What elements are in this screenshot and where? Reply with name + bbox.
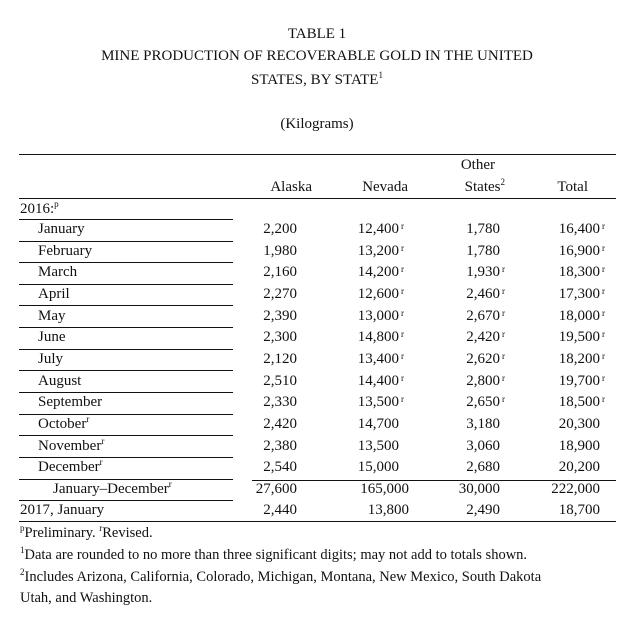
row-label: [38, 329, 66, 346]
revised-mark: r: [602, 285, 605, 296]
row-rule: [19, 327, 233, 328]
revised-mark: r: [602, 350, 605, 361]
units-label: (Kilograms): [280, 116, 354, 132]
revised-mark: r: [401, 350, 404, 361]
row-rule: [19, 457, 233, 458]
revised-mark: r: [502, 285, 505, 296]
revised-mark: r: [502, 307, 505, 318]
row-label-text: September: [38, 394, 103, 411]
cell-total-value: 19,500: [558, 329, 600, 346]
cell-alaska-value: 2,270: [263, 285, 297, 302]
cell-nevada-value: 15,000: [357, 459, 399, 476]
cell-nevada: 165,000: [360, 481, 409, 497]
revised-mark: r: [168, 479, 172, 489]
cell-alaska: 2,440: [263, 502, 297, 518]
revised-mark: r: [602, 394, 605, 405]
row-label: [38, 459, 103, 476]
cell-other-value: 1,780: [466, 242, 500, 259]
table-number: TABLE 1: [287, 26, 347, 42]
bottom-rule: [19, 521, 616, 522]
cell-alaska: [263, 373, 297, 390]
header-nevada: Nevada: [362, 179, 408, 195]
row-label: 2017, January: [20, 502, 105, 518]
row-rule: [19, 392, 233, 393]
row-label: [38, 286, 70, 303]
cell-total-value: 20,200: [558, 459, 600, 476]
revised-mark: r: [401, 329, 404, 340]
cell-nevada: [358, 394, 409, 411]
revised-mark: r: [602, 329, 605, 340]
row-label: [53, 481, 172, 498]
cell-other: [466, 286, 510, 303]
year-label: [20, 201, 59, 218]
row-label: [38, 394, 102, 411]
footnote-2: [20, 569, 541, 586]
cell-alaska: [263, 286, 297, 303]
cell-nevada-value: 14,200: [357, 264, 399, 281]
cell-total-value: 16,400: [558, 221, 600, 237]
cell-total-value: 18,500: [558, 394, 600, 411]
revised-mark: r: [401, 307, 404, 318]
cell-other-value: 2,670: [466, 307, 500, 324]
revised-mark: r: [602, 242, 605, 253]
header-total: Total: [557, 179, 588, 195]
cell-alaska-value: 2,420: [263, 415, 297, 432]
row-label-text: August: [38, 372, 82, 389]
cell-other: [466, 416, 510, 433]
row-label-text: January: [38, 221, 85, 237]
cell-other-value: 2,680: [466, 459, 500, 476]
row-label-text: October: [38, 415, 87, 432]
revised-mark: r: [401, 264, 404, 275]
cell-alaska: 27,600: [255, 481, 297, 497]
cell-total: [559, 329, 610, 346]
row-label-text: February: [38, 242, 93, 259]
cell-nevada-value: 13,000: [357, 307, 399, 324]
cell-nevada-value: 13,200: [357, 242, 399, 259]
row-label: [38, 264, 77, 281]
cell-nevada-value: 14,800: [357, 329, 399, 346]
header-other-line2-text: States: [464, 179, 501, 195]
revised-mark: r: [99, 457, 103, 468]
cell-total: [559, 308, 610, 325]
footnote-2-continued: Utah, and Washington.: [20, 590, 153, 606]
cell-total-value: 16,900: [558, 242, 600, 259]
header-rule: [19, 198, 616, 199]
preliminary-text: Preliminary.: [24, 525, 100, 541]
row-rule: [19, 219, 233, 220]
cell-alaska-value: 1,980: [263, 242, 297, 259]
cell-other: [466, 329, 510, 346]
revised-text: Revised.: [102, 525, 153, 541]
row-label-text: April: [38, 285, 70, 302]
row-label: [38, 373, 81, 390]
cell-other: [466, 373, 510, 390]
row-label-text: May: [38, 307, 66, 324]
row-rule: [19, 262, 233, 263]
cell-total: 18,700: [558, 502, 600, 518]
table-title-line2: [0, 72, 634, 89]
cell-total: [559, 286, 610, 303]
cell-total: [559, 351, 610, 368]
footnote-ref-1: 1: [378, 70, 383, 80]
cell-other: [466, 221, 510, 238]
cell-alaska: [263, 264, 297, 281]
cell-other-value: 2,620: [466, 350, 500, 367]
cell-other-value: 1,780: [466, 221, 500, 237]
cell-alaska-value: 2,390: [263, 307, 297, 324]
top-rule: [19, 154, 616, 155]
row-rule: [19, 435, 233, 436]
row-label-text: March: [38, 264, 78, 281]
cell-nevada: [358, 438, 409, 455]
footnote-2-text: Includes Arizona, California, Colorado, Michigan, Montana, New Mexico, South Dakota: [24, 569, 542, 585]
footnote-1: [20, 547, 527, 564]
row-label-text: June: [38, 329, 66, 346]
footnote-marks: [20, 525, 153, 542]
cell-other: [466, 308, 510, 325]
cell-nevada: [358, 329, 409, 346]
cell-other: [466, 351, 510, 368]
table-title-line2-text: STATES, BY STATE: [251, 72, 379, 88]
revised-mark: r: [101, 435, 105, 446]
cell-nevada: [358, 264, 409, 281]
revised-mark: r: [602, 372, 605, 383]
cell-other: 30,000: [458, 481, 500, 497]
cell-alaska: [263, 329, 297, 346]
cell-nevada: [358, 243, 409, 260]
row-rule: [19, 370, 233, 371]
revised-mark: r: [502, 372, 505, 383]
row-label-text: December: [38, 459, 100, 476]
cell-alaska: [263, 351, 297, 368]
cell-nevada: [358, 221, 409, 238]
cell-total: [559, 373, 610, 390]
cell-total: [559, 243, 610, 260]
cell-alaska: [263, 308, 297, 325]
cell-total: 222,000: [551, 481, 600, 497]
preliminary-mark: p: [20, 523, 25, 533]
cell-alaska-value: 2,510: [263, 372, 297, 389]
cell-other: [466, 264, 510, 281]
cell-nevada: [358, 459, 409, 476]
row-label: [38, 435, 105, 455]
revised-mark: r: [99, 523, 103, 533]
cell-total: [559, 221, 610, 238]
cell-nevada: [358, 308, 409, 325]
row-rule: [19, 284, 233, 285]
revised-mark: r: [401, 221, 404, 231]
revised-mark: r: [401, 372, 404, 383]
row-label: [38, 243, 92, 260]
cell-other: [466, 438, 510, 455]
row-label-text: November: [38, 437, 102, 454]
cell-nevada: [358, 351, 409, 368]
footnote-1-text: Data are rounded to no more than three significant digits; may not add to totals shown.: [24, 547, 528, 563]
row-label: [38, 308, 66, 325]
preliminary-mark: p: [54, 199, 59, 209]
cell-nevada: [358, 416, 409, 433]
footnote-ref-2: 2: [500, 177, 505, 187]
cell-alaska: [263, 221, 297, 238]
cell-total-value: 18,900: [558, 437, 600, 454]
cell-nevada-value: 13,400: [357, 350, 399, 367]
cell-alaska: [263, 394, 297, 411]
cell-nevada-value: 14,700: [357, 415, 399, 432]
cell-total: [559, 438, 610, 455]
revised-mark: r: [401, 285, 404, 296]
cell-nevada-value: 12,600: [357, 285, 399, 302]
header-other-line2: [465, 179, 505, 196]
cell-nevada-value: 14,400: [357, 372, 399, 389]
row-rule: [19, 349, 233, 350]
year-label-text: 2016:: [20, 201, 55, 217]
row-label: [38, 413, 90, 433]
cell-total: [559, 264, 610, 281]
cell-other-value: 2,800: [466, 372, 500, 389]
cell-total-value: 18,300: [558, 264, 600, 281]
cell-alaska-value: 2,200: [263, 221, 297, 237]
row-rule: [19, 479, 233, 480]
row-label-text: January–December: [53, 481, 169, 497]
revised-mark: r: [502, 329, 505, 340]
cell-other-value: 2,460: [466, 285, 500, 302]
cell-nevada: 13,800: [367, 502, 409, 518]
cell-alaska-value: 2,300: [263, 329, 297, 346]
cell-other-value: 1,930: [466, 264, 500, 281]
cell-alaska-value: 2,160: [263, 264, 297, 281]
cell-total-value: 18,000: [558, 307, 600, 324]
table-title-line1: MINE PRODUCTION OF RECOVERABLE GOLD IN THE UNITED: [101, 48, 533, 64]
cell-nevada-value: 13,500: [357, 437, 399, 454]
cell-other-value: 2,420: [466, 329, 500, 346]
cell-total: [559, 416, 610, 433]
revised-mark: r: [401, 242, 404, 253]
cell-alaska-value: 2,540: [263, 459, 297, 476]
header-alaska: Alaska: [270, 179, 312, 195]
row-label: [38, 221, 85, 238]
cell-alaska-value: 2,120: [263, 350, 297, 367]
revised-mark: r: [401, 394, 404, 405]
revised-mark: r: [86, 413, 90, 424]
cell-total-value: 17,300: [558, 285, 600, 302]
cell-nevada: [358, 286, 409, 303]
cell-alaska: [263, 459, 297, 476]
cell-other-value: 3,180: [466, 415, 500, 432]
cell-alaska: [263, 243, 297, 260]
cell-total-value: 18,200: [558, 350, 600, 367]
footnote-1-mark: 1: [20, 545, 25, 555]
revised-mark: r: [602, 307, 605, 318]
cell-other-value: 3,060: [466, 437, 500, 454]
header-other-line1: Other: [460, 157, 495, 173]
cell-other: [466, 459, 510, 476]
cell-total-value: 19,700: [558, 372, 600, 389]
revised-mark: r: [602, 264, 605, 275]
cell-nevada-value: 12,400: [357, 221, 399, 237]
revised-mark: r: [502, 350, 505, 361]
row-rule: [19, 305, 233, 306]
cell-alaska: [263, 438, 297, 455]
row-rule: [19, 241, 233, 242]
cell-alaska-value: 2,380: [263, 437, 297, 454]
revised-mark: r: [502, 394, 505, 405]
cell-alaska: [263, 416, 297, 433]
revised-mark: r: [602, 221, 605, 231]
footnote-2-mark: 2: [20, 567, 25, 577]
row-label: [38, 351, 63, 368]
row-rule: [19, 500, 233, 501]
cell-alaska-value: 2,330: [263, 394, 297, 411]
cell-other: [466, 243, 510, 260]
cell-other: [466, 394, 510, 411]
cell-total: [559, 394, 610, 411]
revised-mark: r: [502, 264, 505, 275]
cell-other: 2,490: [466, 502, 500, 518]
cell-nevada: [358, 373, 409, 390]
cell-nevada-value: 13,500: [357, 394, 399, 411]
cell-total-value: 20,300: [558, 415, 600, 432]
row-label-text: July: [38, 350, 64, 367]
cell-other-value: 2,650: [466, 394, 500, 411]
cell-total: [559, 459, 610, 476]
row-rule: [19, 414, 233, 415]
